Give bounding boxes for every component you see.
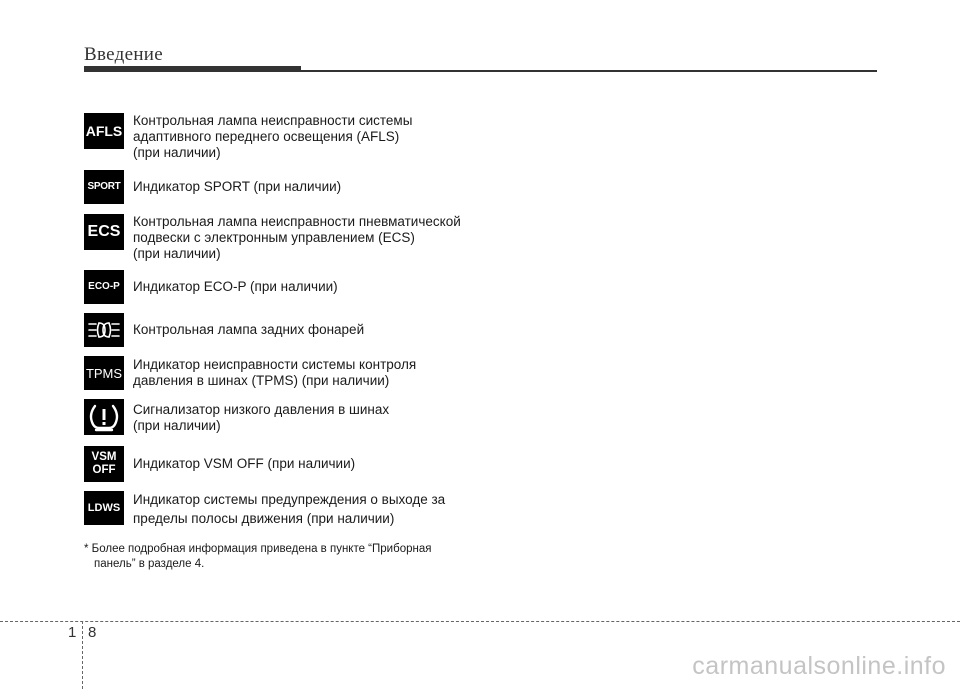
indicator-tpms bbox=[84, 356, 416, 390]
eco-p-badge-text: ECO-P bbox=[88, 281, 120, 292]
low-tire-pressure-icon bbox=[84, 399, 124, 435]
afls-desc-line-1: Контрольная лампа неисправности системы bbox=[133, 113, 413, 128]
ecs-description bbox=[133, 214, 461, 262]
ecs-badge-text: ECS bbox=[87, 223, 121, 240]
ecs-desc-line-1: Контрольная лампа неисправности пневматической bbox=[133, 214, 461, 229]
afls-description bbox=[133, 113, 412, 161]
section-title: Введение bbox=[84, 44, 163, 65]
vsm-off-badge-icon bbox=[84, 446, 124, 482]
footnote-line-1: * Более подробная информация приведена в пункте “Приборная bbox=[84, 543, 432, 555]
tpms-desc-line-1: Индикатор неисправности системы контроля bbox=[133, 357, 417, 372]
rear-fog-lamp-icon bbox=[84, 313, 124, 347]
sport-badge-text: SPORT bbox=[87, 181, 121, 192]
indicator-vsm-off bbox=[84, 446, 355, 482]
page-number-digit-1: 1 bbox=[68, 624, 77, 641]
low-tire-pressure-description bbox=[133, 402, 389, 434]
indicator-ldws bbox=[84, 490, 445, 528]
ecs-desc-line-2: подвески с электронным управлением (ECS) bbox=[133, 230, 415, 245]
ecs-badge-icon bbox=[84, 214, 124, 250]
watermark: carmanualsonline.info bbox=[692, 652, 946, 680]
afls-badge-text: AFLS bbox=[85, 123, 123, 139]
tpms-desc-line-2: давления в шинах (TPMS) (при наличии) bbox=[133, 373, 390, 388]
afls-badge-icon bbox=[84, 113, 124, 149]
eco-p-badge-icon bbox=[84, 270, 124, 304]
header-rule-thin bbox=[84, 70, 877, 72]
rear-fog-lamp-description bbox=[133, 322, 364, 338]
tpms-badge-text: TPMS bbox=[85, 365, 123, 381]
tpms-badge-icon bbox=[84, 356, 124, 390]
vsm-off-desc-line-1: Индикатор VSM OFF (при наличии) bbox=[133, 456, 356, 471]
rear-fog-desc-line-1: Контрольная лампа задних фонарей bbox=[133, 322, 365, 337]
low-tire-desc-line-2: (при наличии) bbox=[133, 418, 221, 433]
indicator-eco-p bbox=[84, 270, 338, 304]
indicator-low-tire-pressure bbox=[84, 399, 389, 435]
off-badge-text: OFF bbox=[92, 464, 116, 476]
indicator-rear-fog-lamp bbox=[84, 313, 364, 347]
page-number-digit-2: 8 bbox=[88, 624, 97, 641]
tpms-description bbox=[133, 357, 416, 389]
indicator-ecs bbox=[84, 214, 461, 262]
footnote-line-2: панель” в разделе 4. bbox=[94, 558, 205, 570]
sport-description bbox=[133, 179, 341, 195]
eco-p-desc-line-1: Индикатор ECO-P (при наличии) bbox=[133, 279, 338, 294]
footnote bbox=[84, 542, 431, 572]
low-tire-desc-line-1: Сигнализатор низкого давления в шинах bbox=[133, 402, 390, 417]
vsm-badge-text: VSM bbox=[91, 450, 117, 463]
ldws-description bbox=[133, 490, 445, 528]
ldws-desc-line-1: Индикатор системы предупреждения о выходе за bbox=[133, 492, 446, 507]
afls-desc-line-3: (при наличии) bbox=[133, 145, 221, 160]
ecs-desc-line-3: (при наличии) bbox=[133, 246, 221, 261]
sport-desc-line-1: Индикатор SPORT (при наличии) bbox=[133, 179, 342, 194]
eco-p-description bbox=[133, 279, 338, 295]
footer-vertical-rule bbox=[82, 621, 83, 689]
vsm-off-description bbox=[133, 456, 355, 472]
ldws-badge-icon bbox=[84, 491, 124, 525]
afls-desc-line-2: адаптивного переднего освещения (AFLS) bbox=[133, 129, 400, 144]
ldws-desc-line-2: пределы полосы движения (при наличии) bbox=[133, 511, 395, 526]
indicator-afls bbox=[84, 113, 412, 161]
indicator-sport bbox=[84, 170, 341, 204]
footer-rule bbox=[0, 621, 960, 622]
ldws-badge-text: LDWS bbox=[87, 501, 121, 514]
sport-badge-icon bbox=[84, 170, 124, 204]
